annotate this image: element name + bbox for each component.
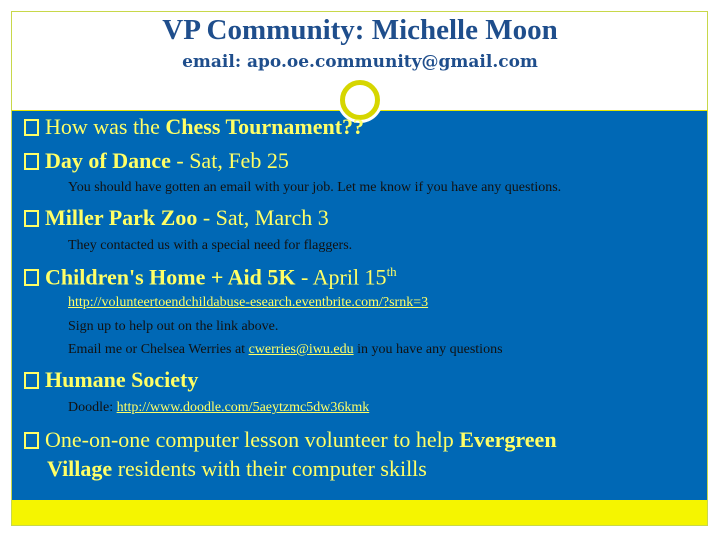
- 5k-link-line: [68, 295, 428, 311]
- item-zoo: Miller Park Zoo - Sat, March 3: [24, 205, 329, 231]
- footer-bar: [12, 500, 707, 525]
- bullet-icon: [24, 269, 39, 286]
- item-computer: One-on-one computer lesson volunteer to help Evergreen Village residents with their computer skills: [24, 425, 684, 483]
- dance-note: You should have gotten an email with your job. Let me know if you have any questions.: [68, 180, 562, 195]
- contact-email: email: apo.oe.community@gmail.com: [182, 52, 538, 72]
- item-chess: How was the Chess Tournament??: [24, 114, 364, 140]
- item-dance: Day of Dance - Sat, Feb 25: [24, 148, 289, 174]
- bullet-icon: [24, 153, 39, 170]
- zoo-note: They contacted us with a special need for flaggers.: [68, 238, 353, 253]
- bullet-icon: [24, 432, 39, 449]
- bullet-icon: [24, 119, 39, 136]
- doodle-link[interactable]: http://www.doodle.com/5aeytzmc5dw36kmk: [116, 400, 370, 415]
- 5k-link[interactable]: http://volunteertoendchildabuse-esearch.eventbrite.com/?srnk=3: [68, 295, 429, 310]
- bullet-icon: [24, 372, 39, 389]
- bullet-icon: [24, 210, 39, 227]
- slide-title: VP Community: Michelle Moon: [162, 14, 558, 46]
- 5k-note: Sign up to help out on the link above.: [68, 319, 279, 334]
- contact-email-link[interactable]: cwerries@iwu.edu: [248, 342, 354, 357]
- humane-doodle: Doodle: http://www.doodle.com/5aeytzmc5dw36kmk: [68, 400, 370, 415]
- 5k-contact: Email me or Chelsea Werries at cwerries@iwu.edu in you have any questions: [68, 342, 503, 357]
- item-5k: Children's Home + Aid 5K - April 15th: [24, 264, 397, 290]
- item-humane: Humane Society: [24, 367, 198, 393]
